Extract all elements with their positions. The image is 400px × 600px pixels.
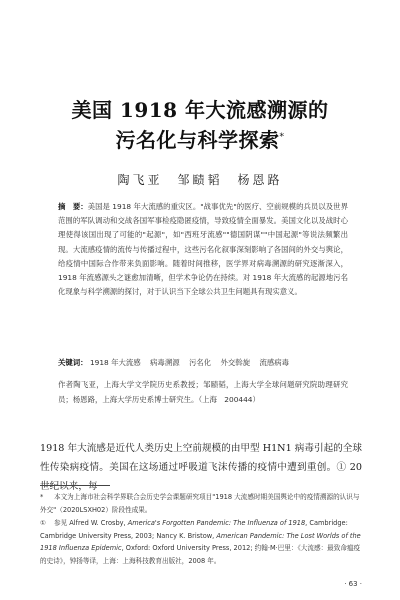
book-title: America's Forgotten Pandemic: The Influenza of 1918 bbox=[127, 519, 306, 527]
keywords-label: 关键词： bbox=[58, 358, 88, 367]
keyword: 污名化 bbox=[188, 358, 212, 367]
footnote-divider bbox=[40, 485, 110, 486]
abstract-label: 摘 要： bbox=[58, 202, 88, 211]
footnote bbox=[40, 517, 362, 567]
footnote-text: 本文为上海市社会科学界联合会历史学会课题研究项目"1918 大流感时期美国舆论中的疫情溯源的认识与外交"（2020LSXH02）阶段性成果。 bbox=[40, 493, 360, 514]
footnote-mark: * bbox=[40, 493, 44, 501]
footnote-mark: ① bbox=[40, 519, 46, 527]
keyword: 流感病毒 bbox=[259, 358, 290, 367]
article-title-line-2 bbox=[40, 124, 360, 153]
keyword: 1918 年大流感 bbox=[89, 358, 141, 367]
footnote-text-part: , Oxford: Oxford University Press, 2012; 约翰·M·巴里：《大流感：最致命瘟疫的史诗》，钟扬等译，上海：上海科技教育出版社，2008 年。 bbox=[40, 544, 361, 565]
authors: 陶飞亚 邹赜韬 杨恩路 bbox=[117, 173, 283, 187]
keyword: 病毒溯源 bbox=[150, 358, 180, 367]
title-line-2-text: 污名化与科学探索 bbox=[115, 128, 280, 152]
page-number: · 63 · bbox=[344, 580, 362, 588]
keyword: 外交斡旋 bbox=[220, 358, 251, 367]
keywords bbox=[58, 357, 348, 368]
article-title-line-1: 美国 1918 年大流感溯源的 bbox=[71, 98, 329, 122]
title-footnote-mark: * bbox=[279, 132, 285, 143]
footnote-text-part: , Cambridge: Cambridge University Press, 2003; Nancy K. Bristow, bbox=[40, 519, 348, 540]
footnote-text-part: 参见 Alfred W. Crosby, bbox=[54, 519, 128, 527]
abstract-text: 美国是 1918 年大流感的重灾区。"战事优先"的医疗、空前规模的兵员以及世界范围的军队调动和交战各国军事检疫隐匿疫情，导致疫情全面暴发。美国文化以及战时心理使得该国出现了可能的"起源"，如"西班牙流感""德国阴谋""中国起源"等说法频繁出现。大流感疫情的流传与传播过程中，这些污名化叙事深刻影响了各国间的外交与舆论，给疫情中国际合作带来负面影响。随着时间推移，医学界对病毒溯源的研究逐渐深入，1918 年流感源头之谜愈加清晰，但学术争论仍在持续。对 1918 年大流感的起源地污名化现象与科学溯源的探讨，对于认识当下全球公共卫生问题具有现实意义。 bbox=[58, 202, 348, 297]
abstract bbox=[58, 200, 348, 299]
body-paragraph: 1918 年大流感是近代人类历史上空前规模的由甲型 H1N1 病毒引起的全球性传染病疫情。美国在这场通过呼吸道飞沫传播的疫情中遭到重创。① 20 世纪以来，每 bbox=[40, 443, 362, 492]
book-title: American Pandemic: The Lost Worlds of the 1918 Influenza Epidemic bbox=[40, 531, 361, 553]
footnote bbox=[40, 491, 362, 516]
author-affiliations: 作者陶飞亚，上海大学文学院历史系教授；邹赜韬，上海大学全球问题研究院助理研究员；杨恩路，上海大学历史系博士研究生。（上海 200444） bbox=[58, 380, 348, 404]
